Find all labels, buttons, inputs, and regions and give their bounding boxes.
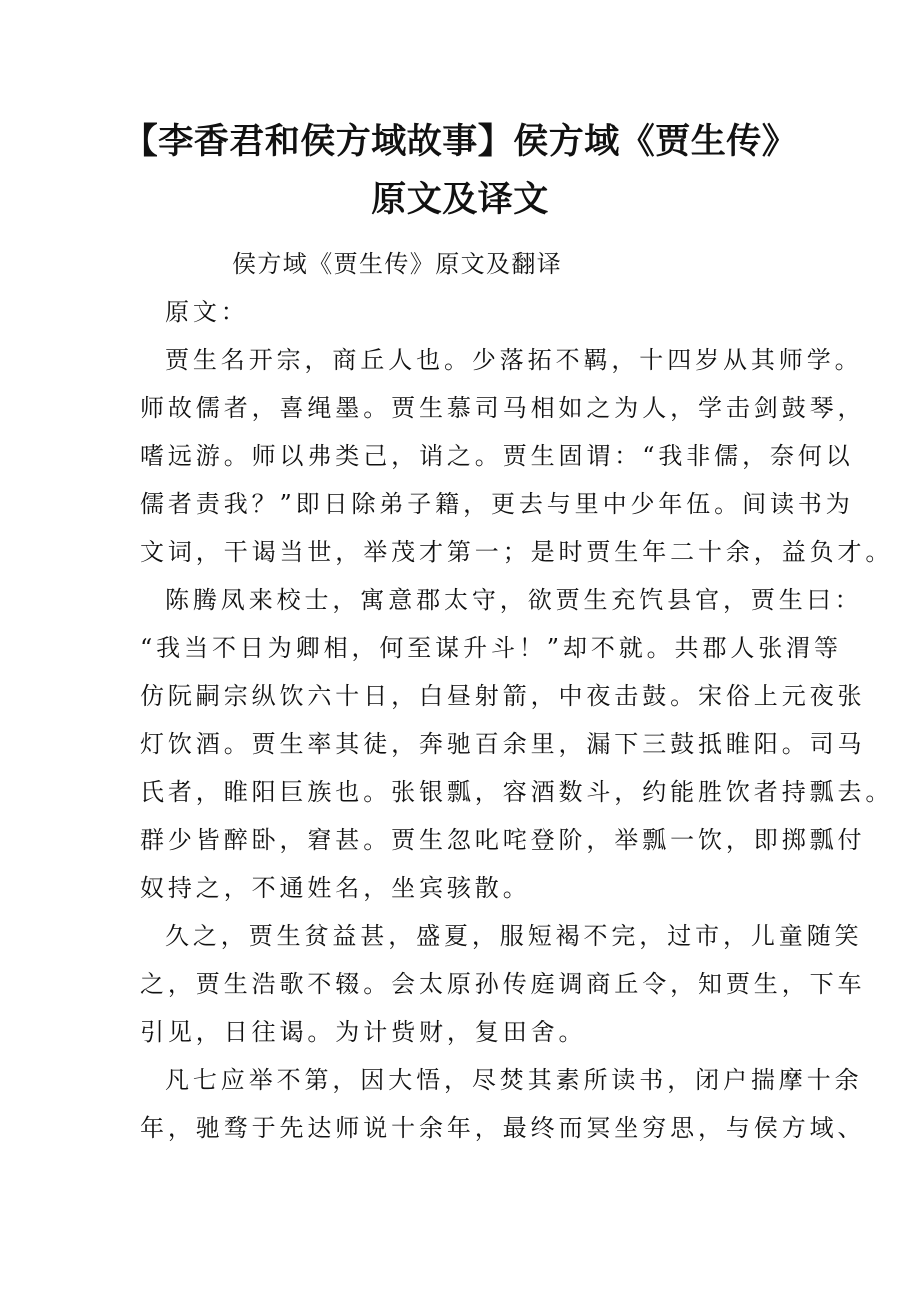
section-label-original: 原文：: [165, 298, 249, 326]
paragraph-3-line-2: 之，贾生浩歌不辍。会太原孙传庭调商丘令，知贾生，下车: [140, 970, 866, 998]
paragraph-2-line-7: 奴持之，不通姓名，坐宾骇散。: [140, 874, 531, 902]
paragraph-1-line-2: 师故儒者，喜绳墨。贾生慕司马相如之为人，学击剑鼓琴，: [140, 394, 866, 422]
paragraph-1-line-3: 嗜远游。师以弗类己，诮之。贾生固谓：“我非儒，奈何以: [140, 442, 854, 470]
paragraph-2-line-2: “我当不日为卿相，何至谋升斗！”却不就。共郡人张渭等: [140, 634, 842, 662]
paragraph-2-line-1: 陈腾凤来校士，寓意郡太守，欲贾生充饩县官，贾生曰：: [165, 586, 863, 614]
paragraph-2-line-5: 氏者，睢阳巨族也。张银瓢，容酒数斗，约能胜饮者持瓢去。: [140, 778, 894, 806]
document-title-line-1: 【李香君和侯方域故事】侯方域《贾生传》: [122, 122, 798, 162]
paragraph-3-line-3: 引见，日往谒。为计赀财，复田舍。: [140, 1018, 587, 1046]
document-title-line-2: 原文及译文: [371, 180, 549, 220]
paragraph-2-line-4: 灯饮酒。贾生率其徒，奔驰百余里，漏下三鼓抵睢阳。司马: [140, 730, 866, 758]
paragraph-2-line-3: 仿阮嗣宗纵饮六十日，白昼射箭，中夜击鼓。宋俗上元夜张: [140, 682, 866, 710]
document-subtitle: 侯方域《贾生传》原文及翻译: [232, 250, 563, 278]
paragraph-4-line-1: 凡七应举不第，因大悟，尽焚其素所读书，闭户揣摩十余: [165, 1066, 863, 1094]
paragraph-1-line-5: 文词，干谒当世，举茂才第一；是时贾生年二十余，益负才。: [140, 538, 894, 566]
paragraph-3-line-1: 久之，贾生贫益甚，盛夏，服短褐不完，过市，儿童随笑: [165, 922, 863, 950]
paragraph-4-line-2: 年，驰骛于先达师说十余年，最终而冥坐穷思，与侯方域、: [140, 1114, 866, 1142]
paragraph-1-line-4: 儒者责我？”即日除弟子籍，更去与里中少年伍。间读书为: [140, 490, 854, 518]
paragraph-1-line-1: 贾生名开宗，商丘人也。少落拓不羁，十四岁从其师学。: [165, 346, 863, 374]
paragraph-2-line-6: 群少皆醉卧，窘甚。贾生忽叱咤登阶，举瓢一饮，即掷瓢付: [140, 826, 866, 854]
